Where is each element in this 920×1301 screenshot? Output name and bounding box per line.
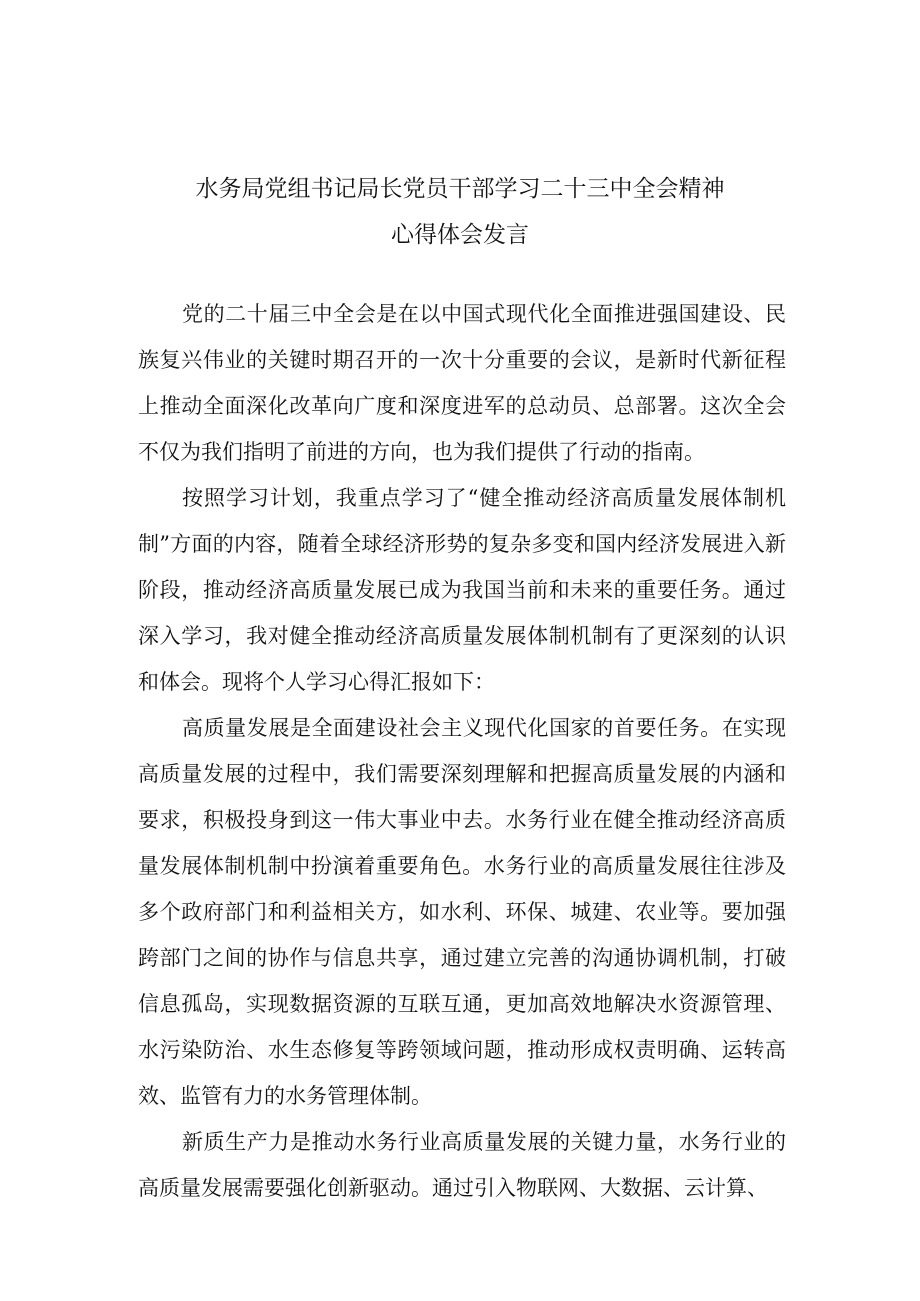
paragraph-4: 新质生产力是推动水务行业高质量发展的关键力量，水务行业的高质量发展需要强化创新驱动。通过引入物联网、大数据、云计算、: [138, 1130, 786, 1200]
paragraph-2: 按照学习计划，我重点学习了“健全推动经济高质量发展体制机制”方面的内容，随着全球经济形势的复杂多变和国内经济发展进入新阶段，推动经济高质量发展已成为我国当前和未来的重要任务。通过深入学习，我对健全推动经济高质量发展体制机制有了更深刻的认识和体会。现将个人学习心得汇报如下：: [138, 486, 786, 694]
paragraph-3: 高质量发展是全面建设社会主义现代化国家的首要任务。在实现高质量发展的过程中，我们需要深刻理解和把握高质量发展的内涵和要求，积极投身到这一伟大事业中去。水务行业在健全推动经济高质量发展体制机制中扮演着重要角色。水务行业的高质量发展往往涉及多个政府部门和利益相关方，如水利、环保、城建、农业等。要加强跨部门之间的协作与信息共享，通过建立完善的沟通协调机制，打破信息孤岛，实现数据资源的互联互通，更加高效地解决水资源管理、水污染防治、水生态修复等跨领域问题，推动形成权责明确、运转高效、监管有力的水务管理体制。: [138, 716, 786, 1108]
document-body: [138, 291, 786, 1211]
document-title: [140, 166, 780, 258]
paragraph-1: 党的二十届三中全会是在以中国式现代化全面推进强国建设、民族复兴伟业的关键时期召开的一次十分重要的会议，是新时代新征程上推动全面深化改革向广度和深度进军的总动员、总部署。这次全会不仅为我们指明了前进的方向，也为我们提供了行动的指南。: [138, 302, 786, 464]
title-line-2: 心得体会发言: [391, 222, 529, 248]
title-line-1: 水务局党组书记局长党员干部学习二十三中全会精神: [195, 176, 725, 202]
